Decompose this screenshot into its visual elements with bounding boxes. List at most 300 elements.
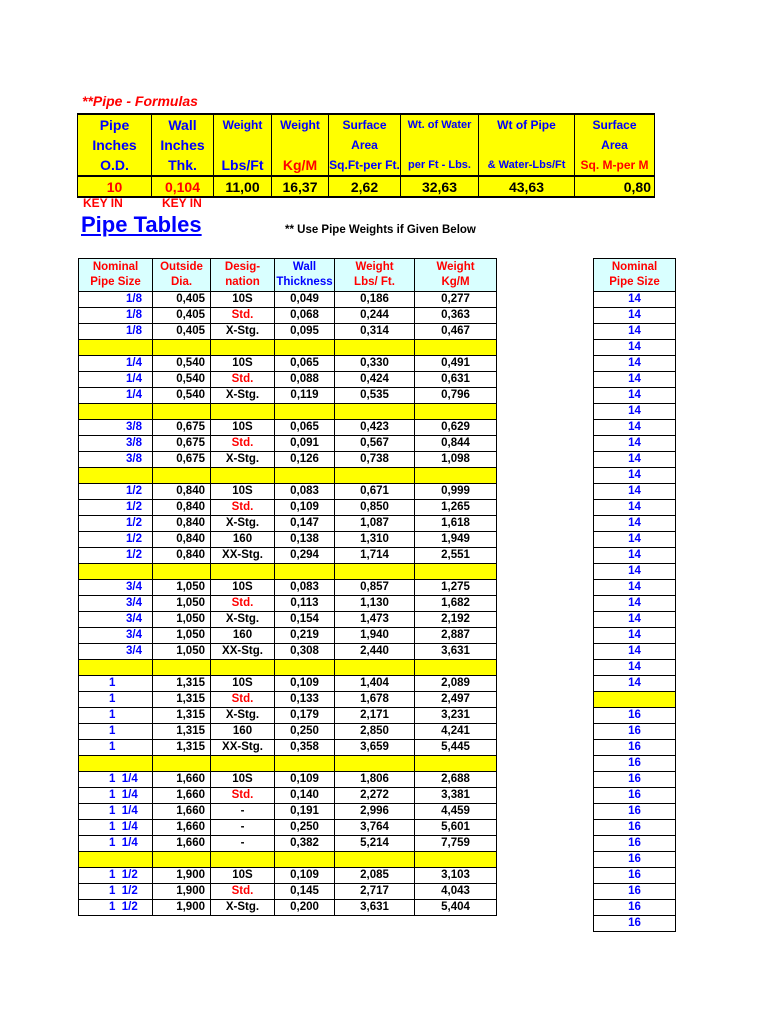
nominal-size-cell: 1/8 <box>79 324 153 340</box>
outside-dia-cell: 0,840 <box>153 548 211 564</box>
weight-kg-cell: 2,497 <box>415 692 497 708</box>
pipe-table-row <box>79 596 497 612</box>
right-table-row <box>594 500 676 516</box>
wall-thickness-cell: 0,109 <box>275 676 335 692</box>
pipe-table-separator-row <box>79 852 497 868</box>
pipe-table-row <box>79 676 497 692</box>
formula-header-row-1 <box>78 114 655 135</box>
weight-kg-cell: 0,999 <box>415 484 497 500</box>
wall-thickness-cell: 0,358 <box>275 740 335 756</box>
separator-cell <box>79 404 153 420</box>
separator-cell <box>335 340 415 356</box>
designation-cell: - <box>211 836 275 852</box>
outside-dia-cell: 0,405 <box>153 308 211 324</box>
separator-cell <box>79 564 153 580</box>
weight-kg-cell: 4,241 <box>415 724 497 740</box>
weight-kg-cell: 3,103 <box>415 868 497 884</box>
designation-cell: X-Stg. <box>211 612 275 628</box>
nominal-size-cell: 16 <box>594 900 676 916</box>
nominal-size-cell: 16 <box>594 788 676 804</box>
weight-lbs-cell: 2,850 <box>335 724 415 740</box>
right-table-row <box>594 756 676 772</box>
nominal-size-cell: 14 <box>594 564 676 580</box>
separator-cell <box>275 660 335 676</box>
separator-cell <box>153 404 211 420</box>
right-table-row <box>594 868 676 884</box>
weight-kg-cell: 5,601 <box>415 820 497 836</box>
designation-cell: 10S <box>211 420 275 436</box>
weight-kg-cell: 2,089 <box>415 676 497 692</box>
right-table-row <box>594 836 676 852</box>
pipe-table-row <box>79 356 497 372</box>
outside-dia-cell: 0,675 <box>153 436 211 452</box>
pipe-table-row <box>79 820 497 836</box>
nominal-size-cell: 16 <box>594 836 676 852</box>
outside-dia-cell: 0,840 <box>153 532 211 548</box>
nominal-size-cell: 1/8 <box>79 308 153 324</box>
designation-cell: 160 <box>211 724 275 740</box>
nominal-size-cell: 14 <box>594 468 676 484</box>
outside-dia-cell: 0,540 <box>153 356 211 372</box>
designation-cell: Std. <box>211 436 275 452</box>
designation-cell: Std. <box>211 596 275 612</box>
separator-cell <box>415 660 497 676</box>
nominal-size-cell: 3/8 <box>79 420 153 436</box>
pipe-table-column-header: Nominal Pipe Size <box>79 259 153 292</box>
surface-area-sqm-value: 0,80 <box>575 176 655 197</box>
wall-thickness-cell: 0,109 <box>275 868 335 884</box>
right-table-row <box>594 420 676 436</box>
separator-cell <box>79 660 153 676</box>
wall-thickness-input[interactable]: 0,104 <box>152 176 214 197</box>
separator-cell <box>153 564 211 580</box>
outside-dia-cell: 0,675 <box>153 420 211 436</box>
formula-title: **Pipe - Formulas <box>82 93 198 109</box>
right-table-row <box>594 468 676 484</box>
right-table-row <box>594 324 676 340</box>
right-table-row <box>594 900 676 916</box>
nominal-size-cell: 14 <box>594 484 676 500</box>
right-table-row <box>594 404 676 420</box>
right-table-row <box>594 708 676 724</box>
formula-header: Wall <box>152 114 214 135</box>
weight-lbs-cell: 2,272 <box>335 788 415 804</box>
pipe-table-row <box>79 628 497 644</box>
weight-kg-cell: 4,043 <box>415 884 497 900</box>
separator-cell <box>79 468 153 484</box>
formula-header: Sq. M-per M <box>575 155 655 176</box>
weight-lbs-cell: 0,330 <box>335 356 415 372</box>
outside-dia-cell: 1,050 <box>153 644 211 660</box>
formula-header: Inches <box>78 135 152 155</box>
pipe-table-column-header: Weight Kg/M <box>415 259 497 292</box>
designation-cell: 10S <box>211 868 275 884</box>
nominal-size-cell: 14 <box>594 388 676 404</box>
weight-lbs-cell: 0,186 <box>335 292 415 308</box>
nominal-size-cell: 3/4 <box>79 612 153 628</box>
separator-cell <box>211 756 275 772</box>
separator-cell <box>79 756 153 772</box>
nominal-size-cell: 14 <box>594 356 676 372</box>
wall-thickness-cell: 0,083 <box>275 580 335 596</box>
designation-cell: 10S <box>211 484 275 500</box>
right-table-row <box>594 484 676 500</box>
separator-cell <box>275 340 335 356</box>
weight-lbs-cell: 1,310 <box>335 532 415 548</box>
nominal-size-cell: 1/2 <box>79 516 153 532</box>
outside-dia-cell: 1,900 <box>153 900 211 916</box>
wall-thickness-cell: 0,113 <box>275 596 335 612</box>
pipe-table-row <box>79 788 497 804</box>
nominal-size-cell: 3/4 <box>79 644 153 660</box>
weight-kg-cell: 3,631 <box>415 644 497 660</box>
right-table-row <box>594 628 676 644</box>
right-table-row <box>594 564 676 580</box>
pipe-table-column-header: Weight Lbs/ Ft. <box>335 259 415 292</box>
formula-values-row <box>78 176 655 197</box>
weight-kg-cell: 2,551 <box>415 548 497 564</box>
separator-cell <box>335 404 415 420</box>
right-table-row <box>594 516 676 532</box>
separator-cell <box>79 340 153 356</box>
wall-thickness-cell: 0,179 <box>275 708 335 724</box>
designation-cell: Std. <box>211 308 275 324</box>
nominal-size-cell: 3/8 <box>79 452 153 468</box>
nominal-size-cell: 14 <box>594 308 676 324</box>
formula-header-row-3 <box>78 155 655 176</box>
nominal-size-cell: 16 <box>594 820 676 836</box>
right-table-row <box>594 452 676 468</box>
nominal-size-cell: 14 <box>594 532 676 548</box>
formula-header <box>401 135 479 155</box>
pipe-table-row <box>79 884 497 900</box>
nominal-size-cell: 1/2 <box>79 532 153 548</box>
nominal-size-cell: 14 <box>594 612 676 628</box>
designation-cell: Std. <box>211 788 275 804</box>
nominal-size-cell: 3/4 <box>79 580 153 596</box>
separator-cell <box>153 756 211 772</box>
separator-cell <box>153 660 211 676</box>
pipe-table-row <box>79 452 497 468</box>
weight-lbs-cell: 0,423 <box>335 420 415 436</box>
nominal-size-cell: 16 <box>594 916 676 932</box>
outside-dia-cell: 0,840 <box>153 516 211 532</box>
designation-cell: X-Stg. <box>211 516 275 532</box>
nominal-size-cell: 16 <box>594 772 676 788</box>
right-table-row <box>594 388 676 404</box>
right-table-row <box>594 884 676 900</box>
outside-dia-cell: 1,660 <box>153 772 211 788</box>
separator-cell <box>153 340 211 356</box>
nominal-size-cell: 16 <box>594 708 676 724</box>
formula-table <box>77 113 655 198</box>
nominal-size-cell: 1 1/4 <box>79 820 153 836</box>
nominal-size-cell: 1 1/4 <box>79 788 153 804</box>
nominal-size-cell: 1 <box>79 708 153 724</box>
nominal-size-cell: 1 1/4 <box>79 836 153 852</box>
right-table-row <box>594 852 676 868</box>
right-table-row <box>594 340 676 356</box>
weight-lbs-cell: 0,314 <box>335 324 415 340</box>
weight-lbs-cell: 3,764 <box>335 820 415 836</box>
separator-cell <box>335 756 415 772</box>
right-table-row <box>594 804 676 820</box>
nominal-size-cell: 1/2 <box>79 548 153 564</box>
right-table-row <box>594 644 676 660</box>
right-table-row <box>594 292 676 308</box>
formula-header: Sq.Ft-per Ft. <box>329 155 401 176</box>
wall-thickness-cell: 0,138 <box>275 532 335 548</box>
formula-header: Surface <box>575 114 655 135</box>
separator-cell <box>211 340 275 356</box>
outside-dia-cell: 1,660 <box>153 788 211 804</box>
nominal-size-cell: 1/8 <box>79 292 153 308</box>
pipe-table-separator-row <box>79 756 497 772</box>
nominal-size-cell: 1 <box>79 676 153 692</box>
right-pipe-size-table <box>593 258 676 932</box>
nominal-size-cell: 3/8 <box>79 436 153 452</box>
right-table-row <box>594 724 676 740</box>
separator-cell <box>211 660 275 676</box>
right-table-header-row <box>594 259 676 292</box>
outside-dia-cell: 0,540 <box>153 372 211 388</box>
nominal-size-cell: 1 1/4 <box>79 772 153 788</box>
right-table-row <box>594 660 676 676</box>
pipe-table-row <box>79 804 497 820</box>
nominal-size-cell: 1/2 <box>79 484 153 500</box>
pipe-table-row <box>79 324 497 340</box>
designation-cell: 10S <box>211 676 275 692</box>
right-table-row <box>594 372 676 388</box>
right-table-row <box>594 548 676 564</box>
wall-thickness-cell: 0,154 <box>275 612 335 628</box>
pipe-table-row <box>79 692 497 708</box>
pipe-table-row <box>79 740 497 756</box>
wall-thickness-cell: 0,250 <box>275 724 335 740</box>
formula-header: Wt of Pipe <box>479 114 575 135</box>
outside-dia-cell: 1,315 <box>153 740 211 756</box>
wall-thickness-cell: 0,091 <box>275 436 335 452</box>
designation-cell: X-Stg. <box>211 900 275 916</box>
designation-cell: Std. <box>211 884 275 900</box>
weight-kg-cell: 5,404 <box>415 900 497 916</box>
separator-cell <box>211 852 275 868</box>
right-table-row <box>594 436 676 452</box>
outside-dia-cell: 0,675 <box>153 452 211 468</box>
weight-kg-cell: 2,887 <box>415 628 497 644</box>
weight-kg-cell: 1,265 <box>415 500 497 516</box>
designation-cell: X-Stg. <box>211 324 275 340</box>
weight-kg-cell: 3,231 <box>415 708 497 724</box>
pipe-table-row <box>79 724 497 740</box>
pipe-od-input[interactable]: 10 <box>78 176 152 197</box>
formula-header: Surface <box>329 114 401 135</box>
nominal-size-cell: 14 <box>594 516 676 532</box>
pipe-table-row <box>79 420 497 436</box>
separator-cell <box>275 564 335 580</box>
right-table-row <box>594 596 676 612</box>
outside-dia-cell: 1,050 <box>153 580 211 596</box>
right-table-separator-row <box>594 692 676 708</box>
right-table-row <box>594 612 676 628</box>
wall-thickness-cell: 0,095 <box>275 324 335 340</box>
weight-lbs-cell: 1,714 <box>335 548 415 564</box>
nominal-size-cell: 3/4 <box>79 596 153 612</box>
formula-header: Lbs/Ft <box>214 155 272 176</box>
weight-lbs-cell: 0,671 <box>335 484 415 500</box>
separator-cell <box>415 404 497 420</box>
formula-header: Area <box>575 135 655 155</box>
nominal-size-cell: 1/4 <box>79 388 153 404</box>
separator-cell <box>211 468 275 484</box>
separator-cell <box>415 756 497 772</box>
weight-kg-cell: 0,363 <box>415 308 497 324</box>
weight-lbs-cell: 0,857 <box>335 580 415 596</box>
wall-thickness-cell: 0,308 <box>275 644 335 660</box>
formula-header <box>214 135 272 155</box>
nominal-size-cell: 1 1/2 <box>79 900 153 916</box>
pipe-table-column-header: Outside Dia. <box>153 259 211 292</box>
pipe-table-row <box>79 516 497 532</box>
designation-cell: 10S <box>211 772 275 788</box>
formula-header-row-2 <box>78 135 655 155</box>
weight-lbs-cell: 5,214 <box>335 836 415 852</box>
designation-cell: 160 <box>211 628 275 644</box>
outside-dia-cell: 1,900 <box>153 884 211 900</box>
pipe-table-row <box>79 644 497 660</box>
wall-thickness-cell: 0,133 <box>275 692 335 708</box>
nominal-size-cell: 16 <box>594 884 676 900</box>
weight-lbs-value: 11,00 <box>214 176 272 197</box>
outside-dia-cell: 0,840 <box>153 500 211 516</box>
weight-lbs-cell: 1,806 <box>335 772 415 788</box>
separator-cell <box>335 468 415 484</box>
right-table-row <box>594 740 676 756</box>
weight-lbs-cell: 1,404 <box>335 676 415 692</box>
separator-cell <box>275 468 335 484</box>
nominal-size-cell: 14 <box>594 404 676 420</box>
outside-dia-cell: 0,540 <box>153 388 211 404</box>
weight-kg-cell: 1,949 <box>415 532 497 548</box>
wall-thickness-cell: 0,200 <box>275 900 335 916</box>
formula-header: Thk. <box>152 155 214 176</box>
weight-kg-cell: 0,629 <box>415 420 497 436</box>
wall-thickness-cell: 0,191 <box>275 804 335 820</box>
weight-kg-cell: 2,192 <box>415 612 497 628</box>
designation-cell: Std. <box>211 372 275 388</box>
weight-kg-cell: 0,491 <box>415 356 497 372</box>
separator-cell <box>211 564 275 580</box>
designation-cell: 10S <box>211 356 275 372</box>
nominal-size-cell: 1/2 <box>79 500 153 516</box>
designation-cell: XX-Stg. <box>211 548 275 564</box>
nominal-size-cell: 1/4 <box>79 372 153 388</box>
outside-dia-cell: 1,050 <box>153 612 211 628</box>
separator-cell <box>79 852 153 868</box>
pipe-table-row <box>79 308 497 324</box>
weight-lbs-cell: 1,087 <box>335 516 415 532</box>
weight-kg-cell: 1,275 <box>415 580 497 596</box>
pipe-table-row <box>79 900 497 916</box>
nominal-size-cell: 14 <box>594 420 676 436</box>
pipe-table-column-header: Wall Thickness <box>275 259 335 292</box>
weight-lbs-cell: 2,440 <box>335 644 415 660</box>
wall-thickness-cell: 0,219 <box>275 628 335 644</box>
pipe-table-column-header: Desig- nation <box>211 259 275 292</box>
weight-lbs-cell: 2,085 <box>335 868 415 884</box>
pipe-table-row <box>79 500 497 516</box>
outside-dia-cell: 0,405 <box>153 292 211 308</box>
outside-dia-cell: 1,315 <box>153 724 211 740</box>
wall-thickness-cell: 0,109 <box>275 772 335 788</box>
weight-lbs-cell: 1,678 <box>335 692 415 708</box>
nominal-size-cell: 14 <box>594 676 676 692</box>
nominal-size-cell: 14 <box>594 580 676 596</box>
nominal-size-cell: 14 <box>594 660 676 676</box>
designation-cell: Std. <box>211 692 275 708</box>
separator-cell <box>275 756 335 772</box>
weight-kg-cell: 0,277 <box>415 292 497 308</box>
pipe-table-row <box>79 868 497 884</box>
nominal-size-cell: 16 <box>594 740 676 756</box>
separator-cell <box>153 468 211 484</box>
outside-dia-cell: 1,315 <box>153 676 211 692</box>
nominal-size-cell: 3/4 <box>79 628 153 644</box>
designation-cell: 10S <box>211 580 275 596</box>
weight-kg-cell: 0,631 <box>415 372 497 388</box>
pipe-table-row <box>79 580 497 596</box>
formula-header: Kg/M <box>272 155 329 176</box>
nominal-size-cell: 14 <box>594 596 676 612</box>
weight-lbs-cell: 0,424 <box>335 372 415 388</box>
separator-cell <box>335 660 415 676</box>
formula-header: Weight <box>272 114 329 135</box>
nominal-size-cell: 1 <box>79 724 153 740</box>
weight-lbs-cell: 3,631 <box>335 900 415 916</box>
weight-kg-cell: 5,445 <box>415 740 497 756</box>
outside-dia-cell: 1,050 <box>153 628 211 644</box>
nominal-size-cell: 1 1/2 <box>79 868 153 884</box>
pipe-table-separator-row <box>79 340 497 356</box>
weight-kg-cell: 1,618 <box>415 516 497 532</box>
designation-cell: 10S <box>211 292 275 308</box>
weight-kg-cell: 0,467 <box>415 324 497 340</box>
pipe-table-row <box>79 612 497 628</box>
water-weight-value: 32,63 <box>401 176 479 197</box>
wall-thickness-cell: 0,126 <box>275 452 335 468</box>
weight-lbs-cell: 0,567 <box>335 436 415 452</box>
nominal-size-cell: 14 <box>594 644 676 660</box>
right-table-row <box>594 676 676 692</box>
formula-header: O.D. <box>78 155 152 176</box>
separator-cell <box>211 404 275 420</box>
nominal-size-cell: 1 <box>79 740 153 756</box>
weight-lbs-cell: 0,244 <box>335 308 415 324</box>
right-table-row <box>594 772 676 788</box>
pipe-table-row <box>79 372 497 388</box>
right-table-row <box>594 788 676 804</box>
weight-lbs-cell: 1,473 <box>335 612 415 628</box>
designation-cell: X-Stg. <box>211 452 275 468</box>
pipe-table-row <box>79 436 497 452</box>
pipe-table-row <box>79 772 497 788</box>
separator-cell <box>594 692 676 708</box>
separator-cell <box>335 564 415 580</box>
wall-thickness-cell: 0,068 <box>275 308 335 324</box>
formula-header <box>479 135 575 155</box>
pipe-table-row <box>79 836 497 852</box>
pipe-weights-note: ** Use Pipe Weights if Given Below <box>285 224 476 236</box>
